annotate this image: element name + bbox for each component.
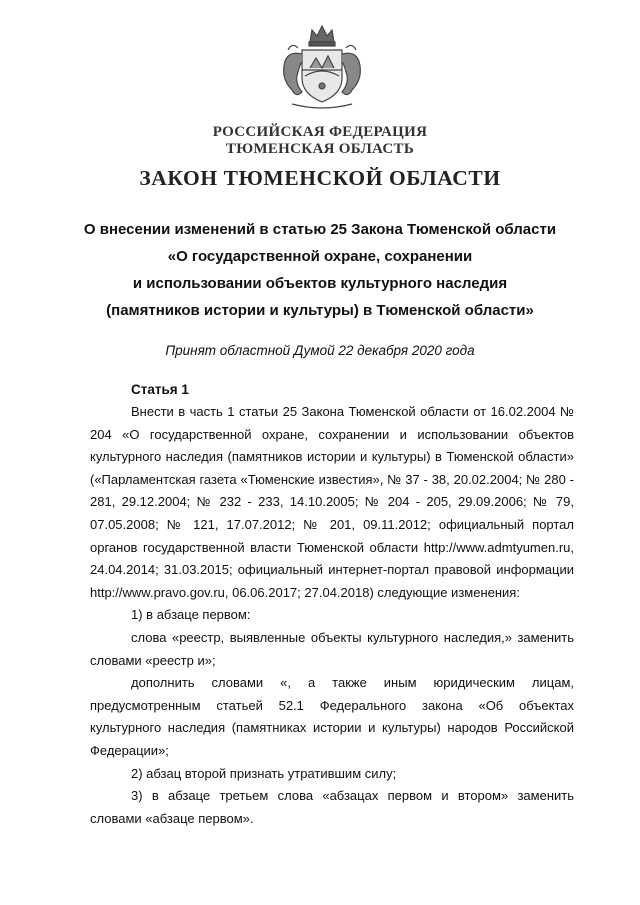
country-name: РОССИЙСКАЯ ФЕДЕРАЦИЯ [212,124,428,140]
subject-line: (памятников истории и культуры) в Тюменской области» [106,302,534,319]
subject-line: «О государственной охране, сохранении [167,248,473,265]
law-subject [60,216,580,324]
article-heading: Статья 1 [131,382,189,397]
subject-line: О внесении изменений в статью 25 Закона Тюменской области [83,221,557,238]
article-paragraph: дополнить словами «, а также иным юридическим лицам, предусмотренным статьей 52.1 Федерального закона «Об объектах культурного наследия (памятниках истории и культуры) народов Российской Федерации»; [90,675,574,758]
law-title: ЗАКОН ТЮМЕНСКОЙ ОБЛАСТИ [139,166,501,190]
tyumen-region-coat-of-arms-icon [272,20,372,112]
article-paragraph: 2) абзац второй признать утратившим силу; [131,765,397,781]
article-paragraph: 3) в абзаце третьем слова «абзацах первом и втором» заменить словами «абзаце первом». [90,788,574,826]
region-name: ТЮМЕНСКАЯ ОБЛАСТЬ [225,141,415,157]
subject-line: и использовании объектов культурного наследия [132,275,508,292]
article-paragraph: 1) в абзаце первом: [131,607,251,623]
adoption-note: Принят областной Думой 22 декабря 2020 года [165,343,475,358]
article-paragraph: Внести в часть 1 статьи 25 Закона Тюменской области от 16.02.2004 № 204 «О государственной охране, сохранении и использовании объектов культурного наследия (памятников истории и культуры) в Тюменской области» («Парламентская газета «Тюменские известия», № 37 - 38, 20.02.2004; № 280 - 281, 29.12.2004; № 232 - 233, 14.10.2005; № 204 - 205, 29.09.2006; № 79, 07.05.2008; № 121, 17.07.2012; № 201, 09.11.2012; официальный портал органов государственной власти Тюменской области http://www.admtyumen.ru, 24.04.2014; 31.03.2015; официальный интернет-портал правовой информации http://www.pravo.gov.ru, 06.06.2017; 27.04.2018) следующие изменения: [90,404,574,600]
article-body [90,401,574,830]
article-paragraph: слова «реестр, выявленные объекты культурного наследия,» заменить словами «реестр и»; [90,629,574,668]
